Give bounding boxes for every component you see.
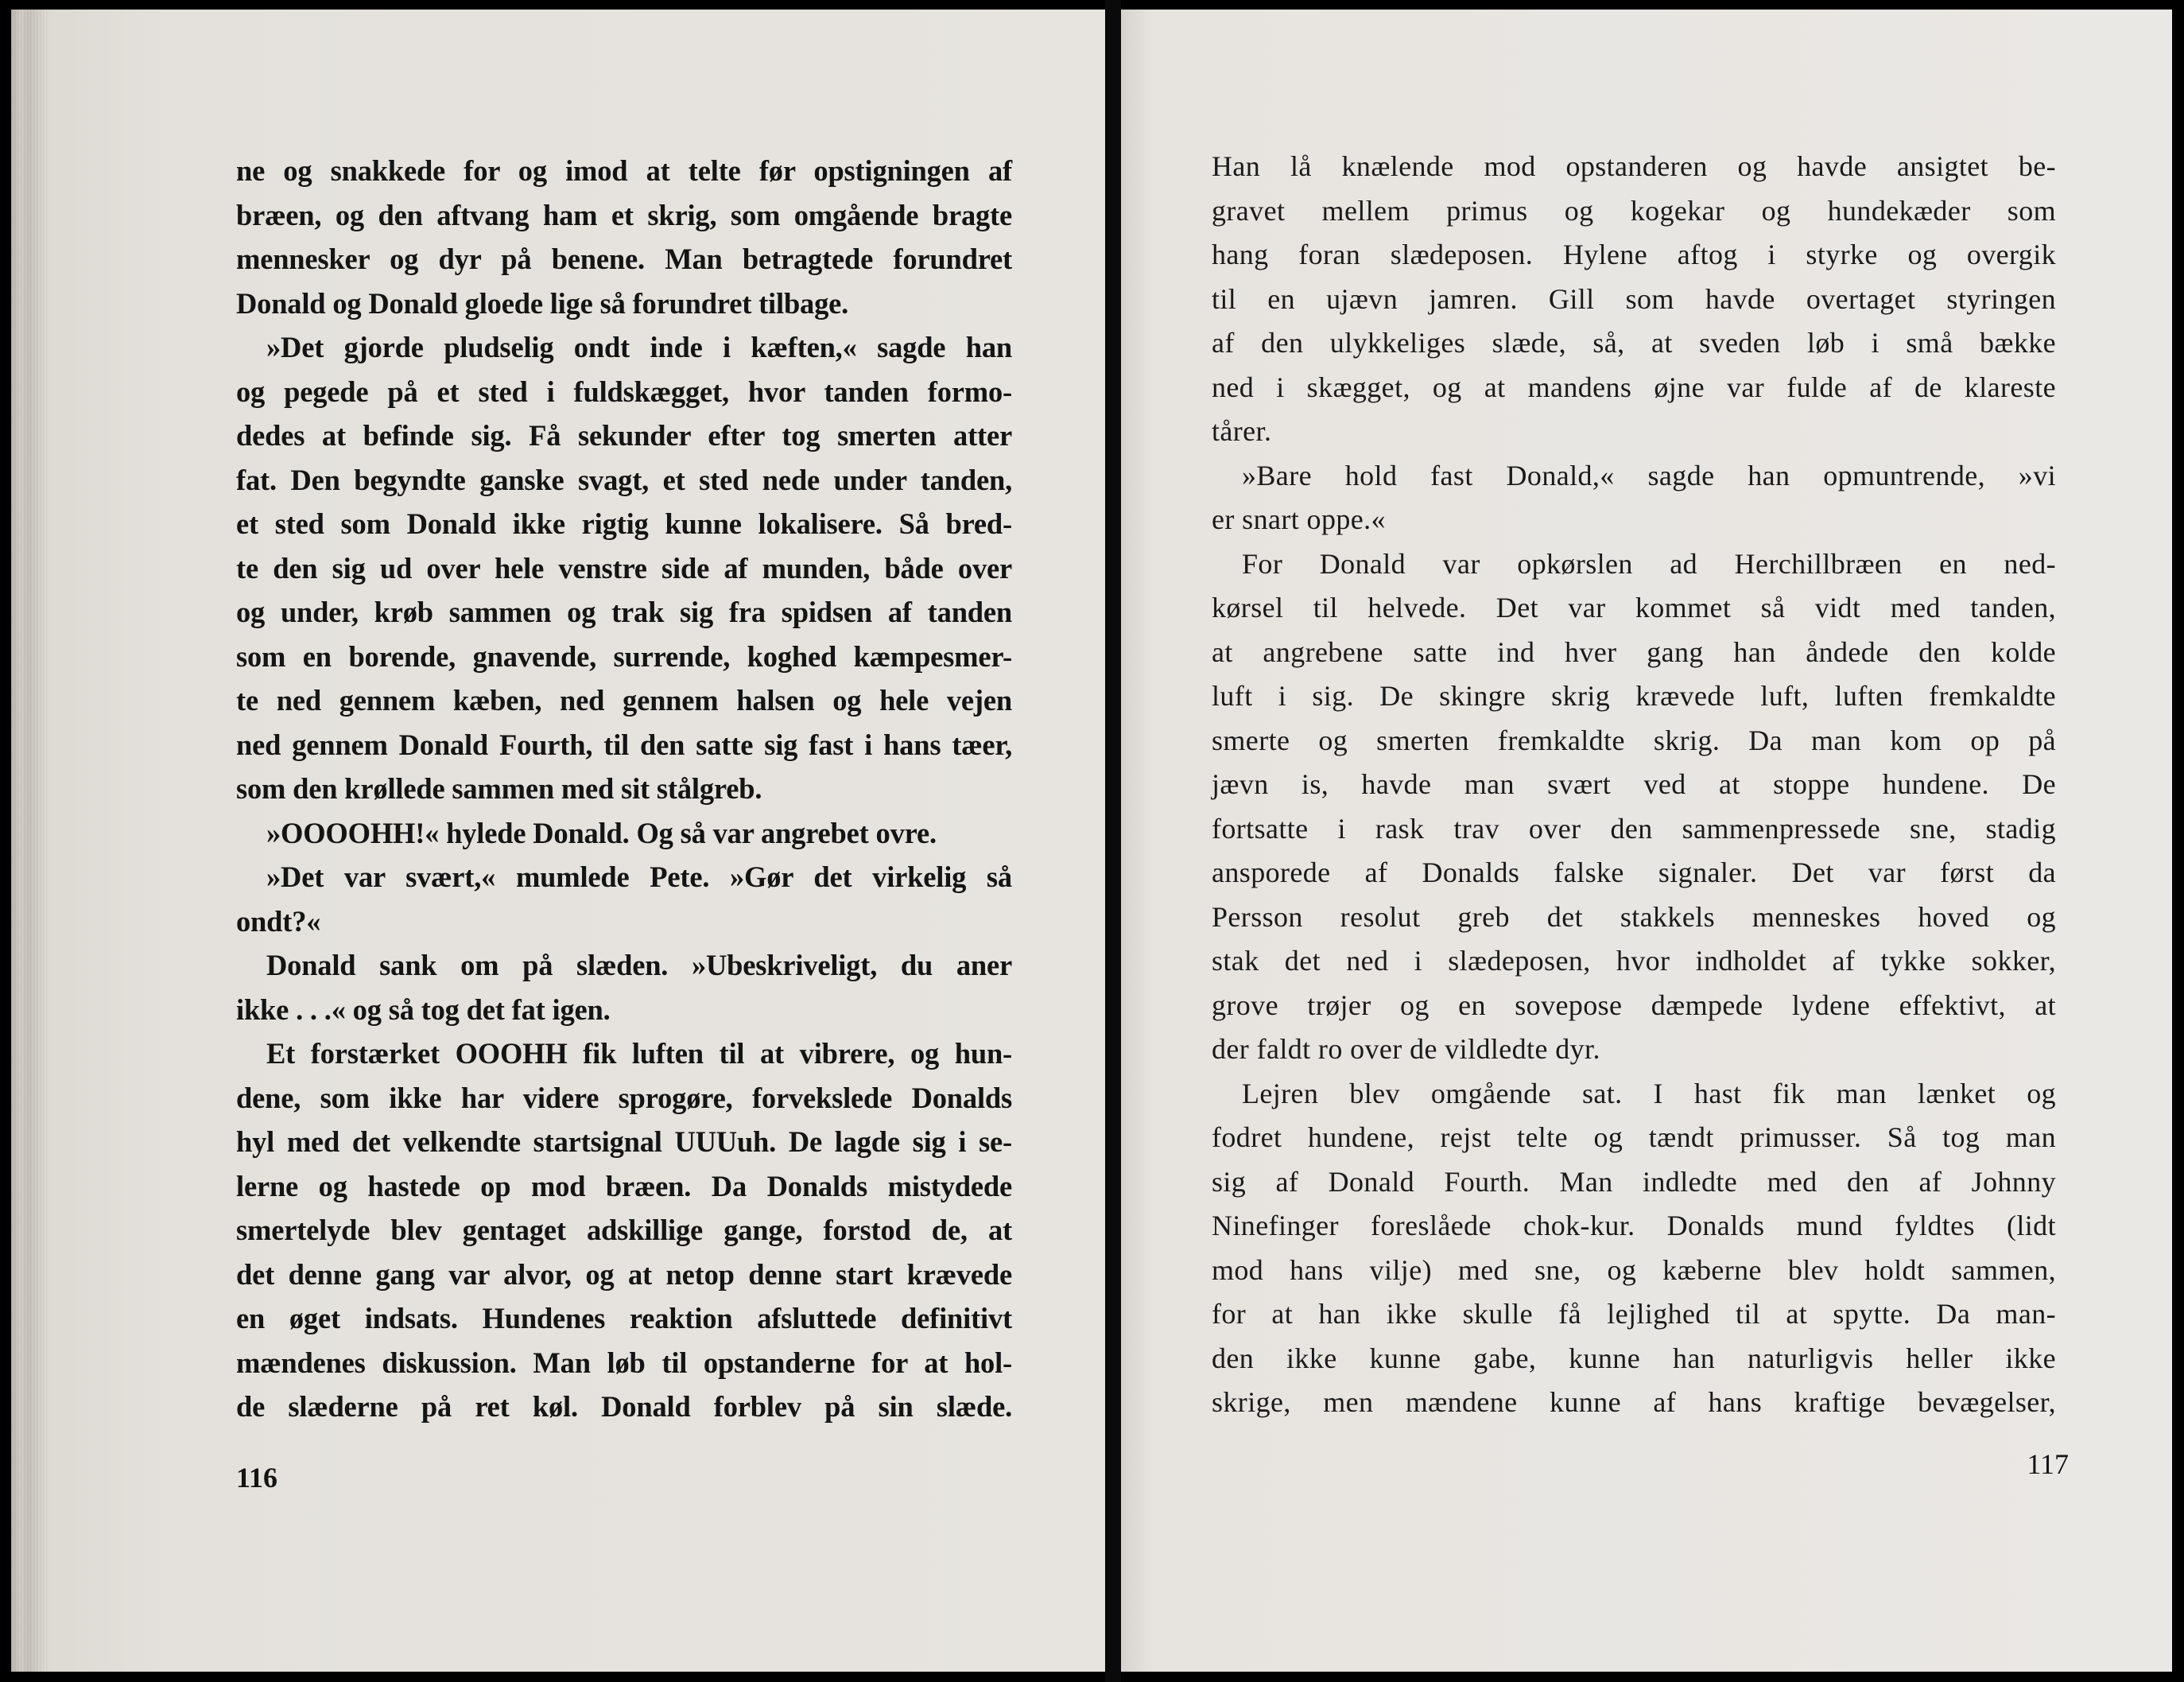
text-line: til en ujævn jamren. Gill som havde overtaget styringen (1212, 282, 2056, 315)
text-line: smerte og smerten fremkaldte skrig. Da man kom op på (1212, 724, 2056, 756)
text-line: te ned gennem kæben, ned gennem halsen og hele vejen (236, 684, 1012, 717)
text-line: Lejren blev omgående sat. I hast fik man lænket og (1242, 1077, 2056, 1109)
text-line: den ikke kunne gabe, kunne han naturligvis heller ikke (1212, 1342, 2056, 1374)
text-line: hang foran slædeposen. Hylene aftog i styrke og overgik (1212, 239, 2056, 270)
text-line: skrige, men mændene kunne af hans kraftige bevægelser, (1212, 1386, 2056, 1418)
text-line: mennesker og dyr på benene. Man betragtede forundret (236, 243, 1012, 275)
page-number-left: 116 (236, 1462, 278, 1494)
text-line: at angrebene satte ind hver gang han åndede den kolde (1212, 635, 2056, 668)
text-line: »Bare hold fast Donald,« sagde han opmuntrende, »vi (1242, 459, 2056, 491)
text-line: det denne gang var alvor, og at netop denne start krævede (236, 1257, 1012, 1291)
text-line: For Donald var opkørslen ad Herchillbræen en ned- (1242, 547, 2056, 580)
text-line: gravet mellem primus og kogekar og hundekæder som (1212, 194, 2056, 227)
text-line: sig af Donald Fourth. Man indledte med den af Johnny (1212, 1165, 2056, 1198)
right-page (1121, 10, 2172, 1672)
text-line: Ninefinger foreslåede chok-kur. Donalds mund fyldtes (lidt (1212, 1210, 2056, 1241)
text-line: mændenes diskussion. Man løb til opstanderne for at hol- (236, 1346, 1012, 1379)
text-line: »Det var svært,« mumlede Pete. »Gør det virkelig så (266, 860, 1012, 893)
text-line: Persson resolut greb det stakkels menneskes hoved og (1212, 900, 2056, 933)
text-line: Donald sank om på slæden. »Ubeskriveligt, du aner (266, 949, 1012, 981)
text-line: for at han ikke skulle få lejlighed til at spytte. Da man- (1212, 1298, 2056, 1330)
text-line: af den ulykkeliges slæde, så, at sveden løb i små bække (1212, 327, 2056, 359)
text-line: Et forstærket OOOHH fik luften til at vibrere, og hun- (266, 1037, 1012, 1070)
text-line: Han lå knælende mod opstanderen og havde ansigtet be- (1212, 150, 2056, 182)
text-line: ondt?« (236, 904, 321, 938)
text-line: ikke . . .« og så tog det fat igen. (236, 992, 611, 1026)
text-line: jævn is, havde man svært ved at stoppe hundene. De (1212, 768, 2056, 800)
text-line: ned gennem Donald Fourth, til den satte sig fast i hans tæer, (236, 728, 1012, 761)
text-line: mod hans vilje) med sne, og kæberne blev holdt sammen, (1212, 1253, 2056, 1286)
text-line: er snart oppe.« (1212, 503, 1386, 535)
text-line: te den sig ud over hele venstre side af munden, både over (236, 551, 1012, 585)
text-line: lerne og hastede op mod bræen. Da Donalds mistydede (236, 1169, 1012, 1202)
left-page-text (236, 149, 1012, 1429)
text-line: dene, som ikke har videre sprogøre, forvekslede Donalds (236, 1081, 1012, 1114)
text-line: fodret hundene, rejst telte og tændt primusser. Så tog man (1212, 1121, 2056, 1153)
right-page-text (1212, 145, 2056, 1425)
text-line: de slæderne på ret køl. Donald forblev på sin slæde. (236, 1390, 1012, 1423)
text-line: stak det ned i slædeposen, hvor indholdet af tykke sokker, (1212, 945, 2056, 977)
text-line: som en borende, gnavende, surrende, koghed kæmpesmer- (236, 639, 1012, 673)
left-page (11, 10, 1105, 1672)
text-line: ne og snakkede for og imod at telte før opstigningen af (236, 154, 1012, 187)
text-line: smertelyde blev gentaget adskillige gange, forstod de, at (236, 1214, 1012, 1246)
text-line: kørsel til helvede. Det var kommet så vidt med tanden, (1212, 592, 2056, 623)
text-line: »OOOOHH!« hylede Donald. Og så var angrebet ovre. (266, 816, 937, 849)
text-line: ned i skægget, og at mandens øjne var fulde af de klareste (1212, 371, 2056, 403)
text-line: tårer. (1212, 415, 1272, 447)
text-line: fat. Den begyndte ganske svagt, et sted nede under tanden, (236, 463, 1012, 496)
text-line: Donald og Donald gloede lige så forundret tilbage. (236, 286, 849, 320)
text-line: hyl med det velkendte startsignal UUUuh. De lagde sig i se- (236, 1125, 1012, 1158)
text-line: grove trøjer og en sovepose dæmpede lydene effektivt, at (1212, 989, 2056, 1021)
text-line: en øget indsats. Hundenes reaktion afsluttede definitivt (236, 1302, 1012, 1334)
text-line: »Det gjorde pludselig ondt inde i kæften,« sagde han (266, 331, 1012, 363)
page-number-right: 117 (2027, 1448, 2069, 1480)
text-line: ansporede af Donalds falske signaler. Det var først da (1212, 857, 2056, 888)
text-line: bræen, og den aftvang ham et skrig, som omgående bragte (236, 198, 1012, 231)
text-line: dedes at befinde sig. Få sekunder efter tog smerten atter (236, 419, 1012, 452)
text-line: fortsatte i rask trav over den sammenpressede sne, stadig (1212, 812, 2056, 845)
book-gutter (1105, 0, 1121, 1682)
text-line: og under, krøb sammen og trak sig fra spidsen af tanden (236, 596, 1012, 628)
text-line: og pegede på et sted i fuldskægget, hvor tanden formo- (236, 375, 1012, 408)
text-line: som den krøllede sammen med sit stålgreb. (236, 772, 762, 805)
text-line: luft i sig. De skingre skrig krævede luft, luften fremkaldte (1212, 680, 2056, 712)
text-line: der faldt ro over de vildledte dyr. (1212, 1033, 1600, 1065)
text-line: et sted som Donald ikke rigtig kunne lokalisere. Så bred- (236, 507, 1012, 540)
